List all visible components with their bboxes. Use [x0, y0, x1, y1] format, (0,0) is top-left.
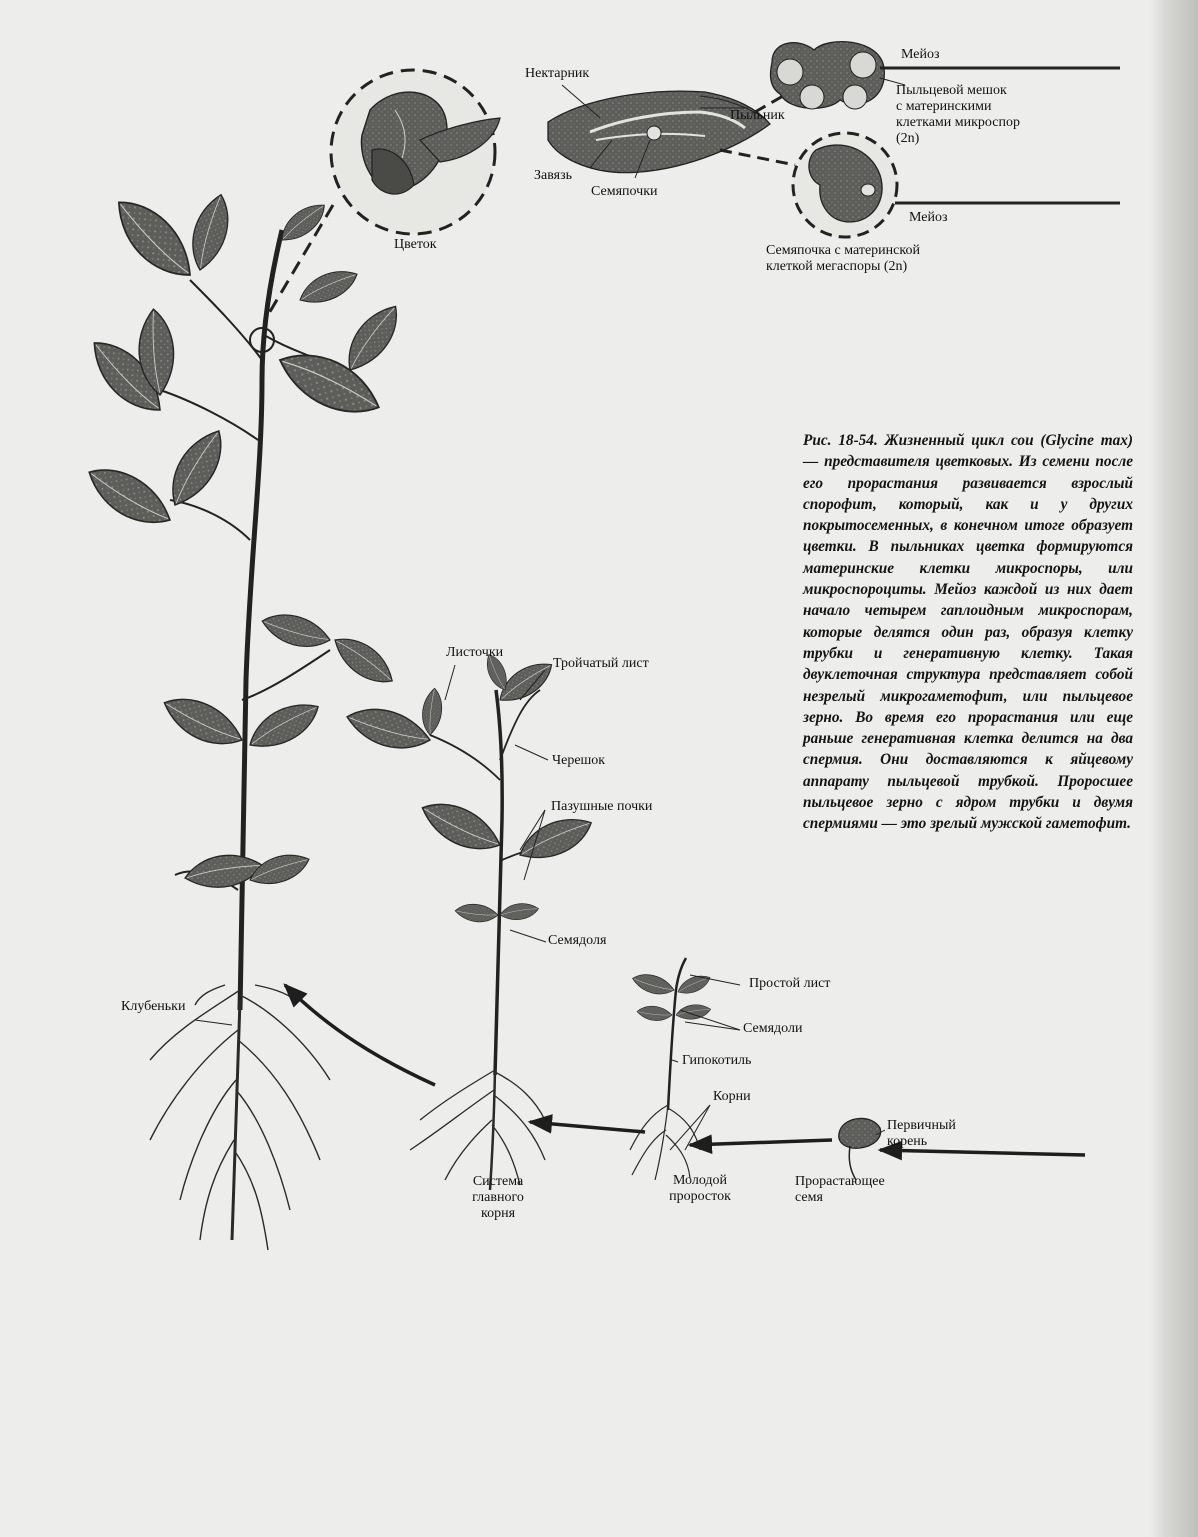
label-nectary: Нектарник — [525, 66, 590, 81]
label-leaflets: Листочки — [446, 645, 504, 660]
young-seedling — [630, 958, 713, 1180]
arrow-to-seedling — [690, 1140, 832, 1145]
label-cotyledon: Семядоля — [548, 933, 607, 948]
label-young-seedling: Молодой проросток — [669, 1173, 731, 1204]
figure-caption: Рис. 18-54. Жизненный цикл сои (Glycine max) — представителя цветковых. Из семени после его прорастания развивается взрослый спорофит, который, как и у других покрытосеменных, в конечном итоге образует цветки. В пыльниках цветка формируются материнские клетки микроспоры, или микроспороциты. Мейоз каждой из них дает начало четырем гаплоидным микроспорам, которые делятся один раз, образуя клетку трубки и генеративную клетку. Такая двуклеточная структура представляет собой незрелый микрогаметофит, или пыльцевое зерно. Во время его прорастания или еще раньше генеративная клетка делится на два спермия. Они доставляются к яйцевому аппарату пыльцевой трубкой. Проросшее пыльцевое зерно с ядром трубки и двумя спермиями — это зрелый мужской гаметофит. — [803, 432, 1133, 833]
page-edge-shadow — [1150, 0, 1198, 1537]
flower-detail-circle — [331, 70, 500, 234]
label-ovule-megaspore: Семяпочка с материнской клеткой мегаспоры (2n) — [766, 243, 920, 274]
label-axillary-buds: Пазушные почки — [551, 799, 653, 814]
label-germinating-seed: Прорастающее семя — [795, 1174, 885, 1205]
arrow-to-middle-plant — [530, 1122, 645, 1132]
label-anther: Пыльник — [730, 108, 785, 123]
label-ovary: Завязь — [534, 168, 573, 183]
label-meiosis-bottom: Мейоз — [909, 210, 948, 225]
label-taproot-system: Система главного корня — [472, 1174, 524, 1221]
label-cotyledons: Семядоли — [743, 1021, 803, 1036]
flower-section — [548, 91, 770, 172]
ovule-link-line — [720, 150, 795, 165]
label-trifoliate-leaf: Тройчатый лист — [553, 656, 649, 671]
label-meiosis-top: Мейоз — [901, 47, 940, 62]
label-nodules: Клубеньки — [121, 999, 186, 1014]
ovule-detail-circle — [793, 133, 897, 237]
arrow-to-mature-plant — [285, 985, 435, 1085]
label-roots: Корни — [713, 1089, 751, 1104]
label-petiole: Черешок — [552, 753, 606, 768]
mature-plant-roots — [150, 985, 330, 1250]
arrow-to-seed — [880, 1150, 1085, 1155]
middle-plant — [342, 651, 597, 1075]
germinating-seed — [839, 1118, 881, 1180]
label-pollen-sac: Пыльцевой мешок с материнскими клетками микроспор (2n) — [896, 83, 1020, 146]
middle-plant-roots — [410, 1070, 545, 1190]
label-simple-leaf: Простой лист — [749, 976, 831, 991]
label-ovules: Семяпочки — [591, 184, 658, 199]
label-primary-root: Первичный корень — [887, 1118, 956, 1149]
label-hypocotyl: Гипокотиль — [682, 1053, 752, 1068]
anther-cross-section — [770, 42, 884, 109]
label-flower: Цветок — [394, 237, 437, 252]
mature-plant — [80, 187, 409, 1010]
